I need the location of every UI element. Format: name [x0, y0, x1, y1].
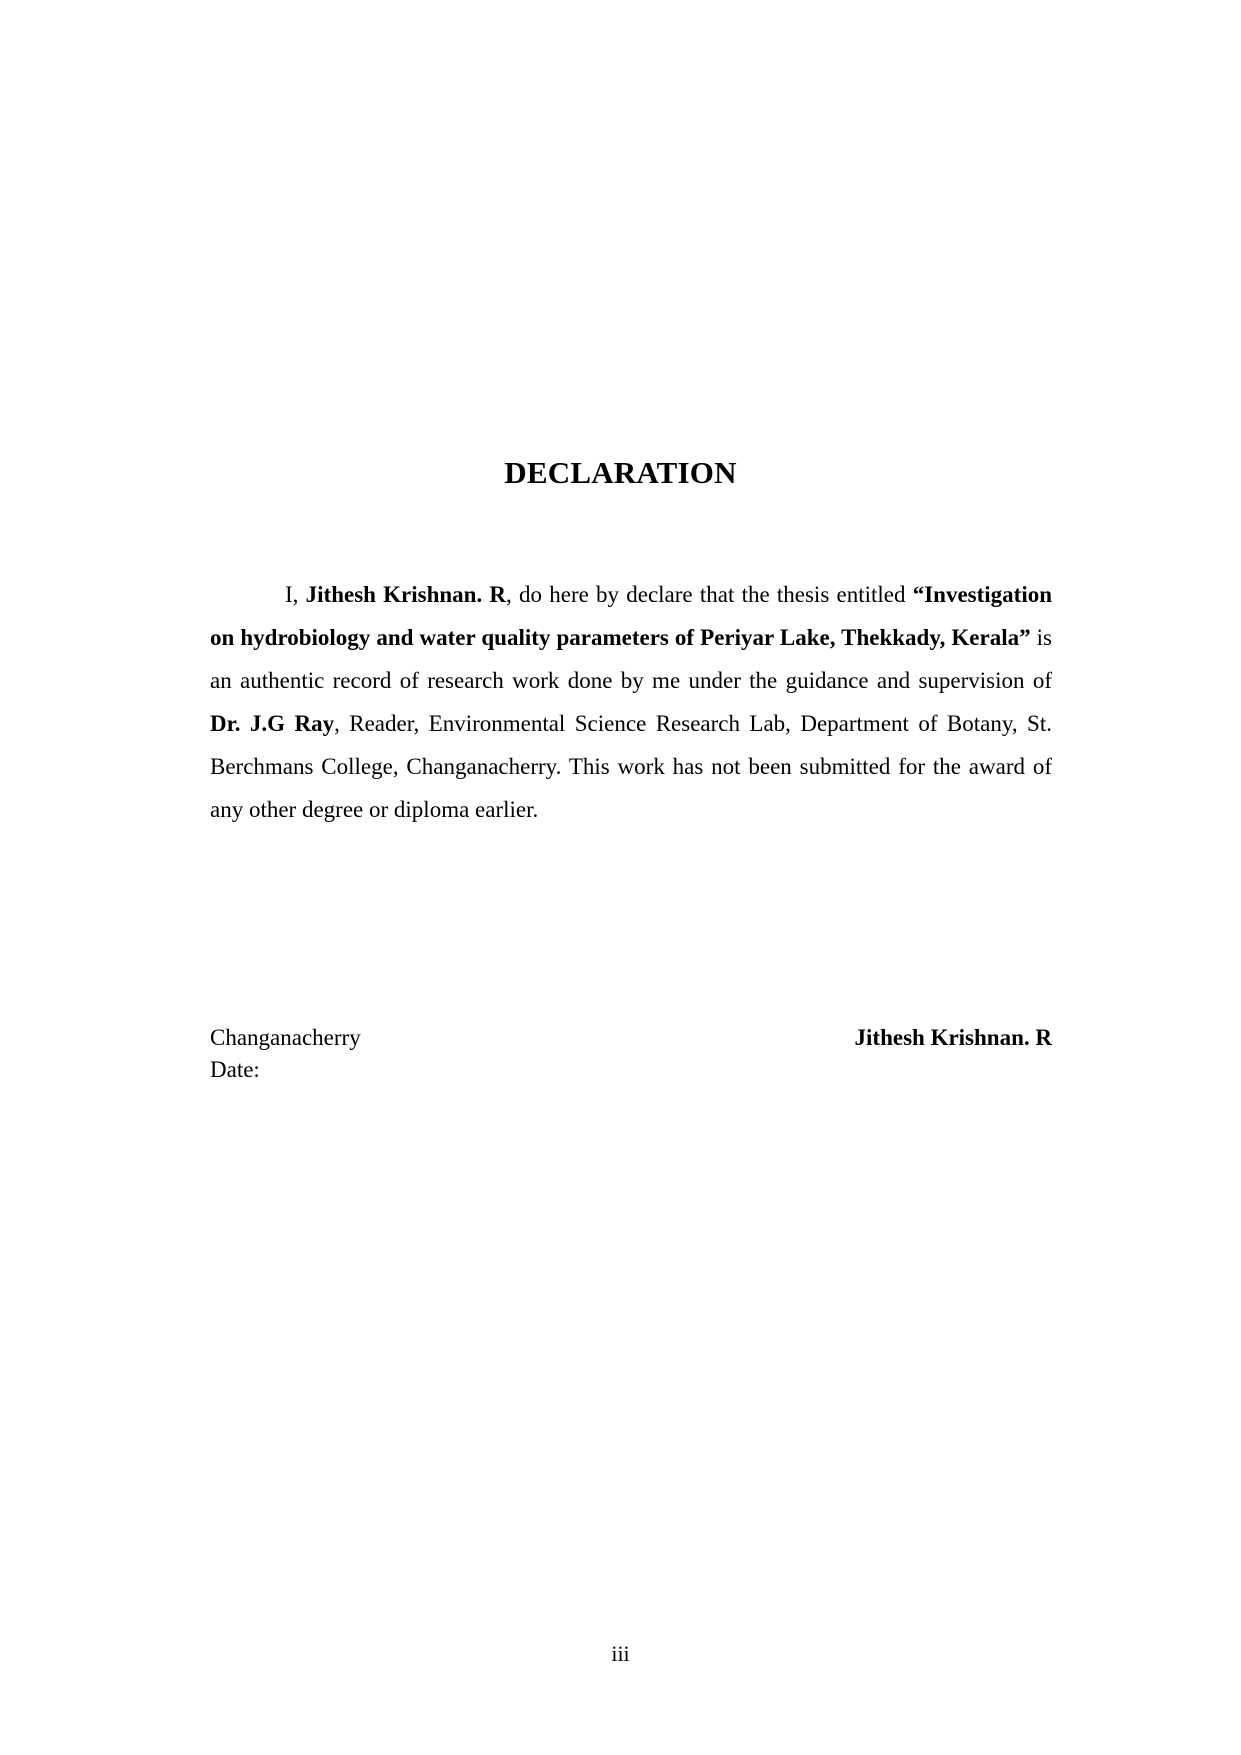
page-number: iii [611, 1641, 630, 1666]
page-title: DECLARATION [504, 455, 737, 490]
paragraph-text-2: , do here by declare that the thesis entitled [506, 582, 913, 607]
signatory-name: Jithesh Krishnan. R [854, 1025, 1052, 1050]
author-name: Jithesh Krishnan. R [305, 582, 507, 607]
date-label: Date: [210, 1057, 260, 1082]
supervisor-name: Dr. J.G Ray [210, 711, 335, 736]
place-label: Changanacherry [210, 1025, 361, 1050]
declaration-paragraph [210, 573, 1052, 831]
thesis-title: “Investigation on hydrobiology and water quality parameters of Periyar Lake, Thekkady, Kerala” [210, 582, 1052, 650]
paragraph-text-3: is an authentic record of research work done by me under the guidance and supervision of [210, 625, 1053, 693]
paragraph-text-1: I, [285, 582, 306, 607]
paragraph-text-4: , Reader, Environmental Science Research Lab, Department of Botany, St. Berchmans College, Changanacherry. This work has not been submitted for the award of any other degree or diploma earlier. [210, 711, 1052, 822]
